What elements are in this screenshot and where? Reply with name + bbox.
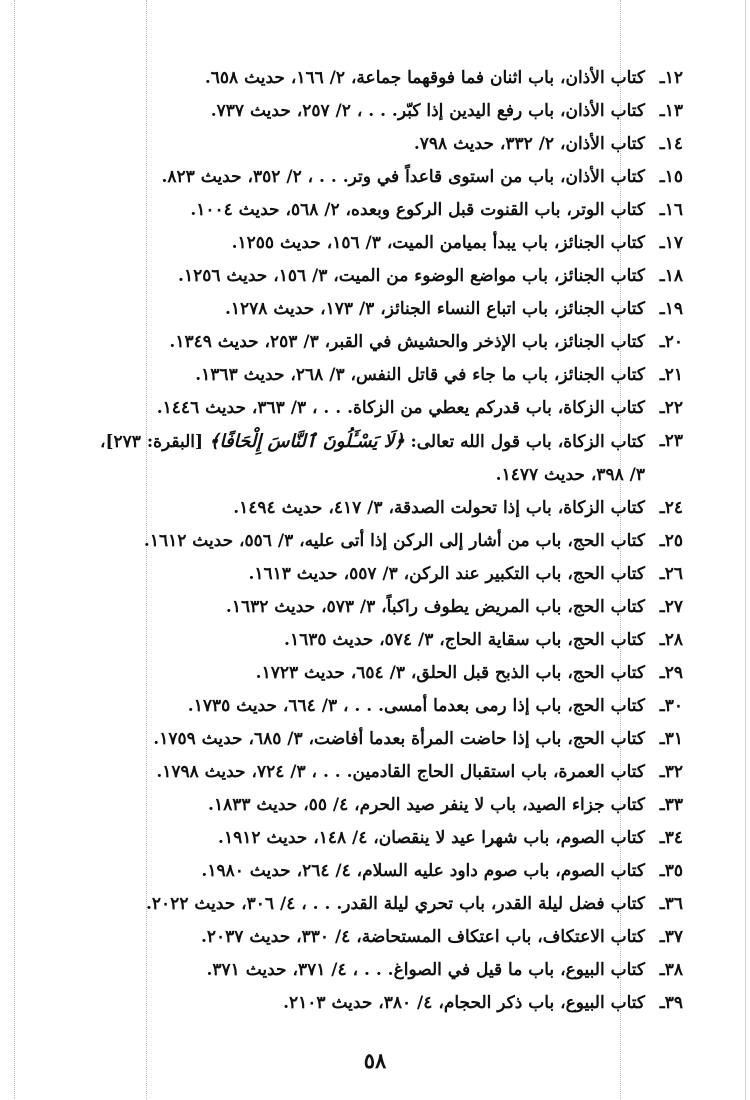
entry-text: كتاب الوتر، باب القنوت قبل الركوع وبعده، ٢/ ٥٦٨، حديث ١٠٠٤. bbox=[190, 200, 645, 220]
entry-number: ٢٥ـ bbox=[659, 531, 683, 551]
entry-text: كتاب الأذان، ٢/ ٣٣٢، حديث ٧٩٨. bbox=[413, 134, 645, 154]
entry-number: ٣٠ـ bbox=[659, 696, 683, 716]
reference-entry bbox=[30, 425, 683, 492]
entry-number: ٣٧ـ bbox=[659, 927, 683, 947]
entry-number: ١٤ـ bbox=[659, 134, 683, 154]
entry-text: كتاب جزاء الصيد، باب لا ينفر صيد الحرم، ٤/ ٥٥، حديث ١٨٣٣. bbox=[208, 795, 645, 815]
reference-entry bbox=[30, 921, 683, 954]
entry-text: كتاب البيوع، باب ما قيل في الصواغ. . . ، ٤/ ٣٧١، حديث ٣٧١. bbox=[206, 960, 645, 980]
entry-text: كتاب العمرة، باب استقبال الحاج القادمين. . . ، ٣/ ٧٢٤، حديث ١٧٩٨. bbox=[156, 762, 645, 782]
reference-entry bbox=[30, 822, 683, 855]
entry-text: كتاب الجنائز، باب مواضع الوضوء من الميت، ٣/ ١٥٦، حديث ١٢٥٦. bbox=[178, 266, 645, 286]
reference-list bbox=[30, 62, 683, 1020]
entry-text: كتاب الجنائز، باب الإذخر والحشيش في القبر، ٣/ ٢٥٣، حديث ١٣٤٩. bbox=[169, 332, 645, 352]
entry-number: ١٣ـ bbox=[659, 101, 683, 121]
reference-entry bbox=[30, 128, 683, 161]
entry-number: ٣٨ـ bbox=[659, 960, 683, 980]
reference-entry bbox=[30, 954, 683, 987]
reference-entry bbox=[30, 789, 683, 822]
entry-number: ٣٤ـ bbox=[659, 828, 683, 848]
reference-entry bbox=[30, 161, 683, 194]
entry-number: ٣٢ـ bbox=[659, 762, 683, 782]
entry-number: ٢٩ـ bbox=[659, 663, 683, 683]
entry-number: ١٦ـ bbox=[659, 200, 683, 220]
entry-number: ١٧ـ bbox=[659, 233, 683, 253]
entry-text: كتاب الأذان، باب من استوى قاعداً في وتر. . . ، ٢/ ٣٥٢، حديث ٨٢٣. bbox=[161, 167, 645, 187]
entry-first-line bbox=[100, 432, 645, 452]
entry-number: ٢٠ـ bbox=[659, 332, 683, 352]
entry-text: كتاب الصوم، باب شهرا عيد لا ينقصان، ٤/ ١٤٨، حديث ١٩١٢. bbox=[218, 828, 645, 848]
reference-entry bbox=[30, 260, 683, 293]
entry-text: كتاب فضل ليلة القدر، باب تحري ليلة القدر. . . ، ٤/ ٣٠٦، حديث ٢٠٢٢. bbox=[146, 894, 645, 914]
entry-text: كتاب الجنائز، باب اتباع النساء الجنائز، ٣/ ١٧٣، حديث ١٢٧٨. bbox=[224, 299, 645, 319]
entry-number: ٣٦ـ bbox=[659, 894, 683, 914]
entry-text: كتاب الأذان، باب رفع اليدين إذا كبّر. . . ، ٢/ ٢٥٧، حديث ٧٣٧. bbox=[210, 101, 645, 121]
reference-entry bbox=[30, 888, 683, 921]
reference-entry bbox=[30, 657, 683, 690]
entry-number: ٢٢ـ bbox=[659, 398, 683, 418]
entry-text: كتاب الاعتكاف، باب اعتكاف المستحاضة، ٤/ ٣٣٠، حديث ٢٠٣٧. bbox=[200, 927, 645, 947]
reference-entry bbox=[30, 194, 683, 227]
entry-number: ٢٦ـ bbox=[659, 564, 683, 584]
reference-entry bbox=[30, 624, 683, 657]
reference-entry bbox=[30, 987, 683, 1020]
entry-text: كتاب الأذان، باب اثنان فما فوقهما جماعة، ٢/ ١٦٦، حديث ٦٥٨. bbox=[204, 68, 645, 88]
reference-entry bbox=[30, 591, 683, 624]
reference-entry bbox=[30, 293, 683, 326]
entry-number: ٣٩ـ bbox=[659, 993, 683, 1013]
entry-text: كتاب الجنائز، باب ما جاء في قاتل النفس، ٣/ ٢٦٨، حديث ١٣٦٣. bbox=[195, 365, 645, 385]
entry-number: ٢١ـ bbox=[659, 365, 683, 385]
entry-number: ٣٣ـ bbox=[659, 795, 683, 815]
reference-entry bbox=[30, 359, 683, 392]
reference-entry bbox=[30, 756, 683, 789]
reference-entry bbox=[30, 95, 683, 128]
reference-entry bbox=[30, 558, 683, 591]
entry-text: كتاب الحج، باب إذا رمى بعدما أمسى. . . ، ٣/ ٦٦٤، حديث ١٧٣٥. bbox=[187, 696, 645, 716]
reference-entry bbox=[30, 392, 683, 425]
page-edge bbox=[745, 0, 746, 1100]
entry-number: ١٨ـ bbox=[659, 266, 683, 286]
entry-text: كتاب الحج، باب إذا حاضت المرأة بعدما أفاضت، ٣/ ٦٨٥، حديث ١٧٥٩. bbox=[153, 729, 645, 749]
reference-entry bbox=[30, 723, 683, 756]
page-number: ٥٨ bbox=[363, 1048, 387, 1073]
entry-number: ٢٣ـ bbox=[659, 431, 683, 451]
entry-text: كتاب الحج، باب الذبح قبل الحلق، ٣/ ٦٥٤، حديث ١٧٢٣. bbox=[255, 663, 645, 683]
entry-text: كتاب الحج، باب من أشار إلى الركن إذا أتى عليه، ٣/ ٥٥٦، حديث ١٦١٢. bbox=[143, 531, 645, 551]
reference-entry bbox=[30, 326, 683, 359]
reference-entry bbox=[30, 227, 683, 260]
reference-entry bbox=[30, 855, 683, 888]
entry-number: ٢٨ـ bbox=[659, 630, 683, 650]
reference-entry bbox=[30, 492, 683, 525]
entry-text: كتاب الحج، باب المريض يطوف راكباً، ٣/ ٥٧٣، حديث ١٦٣٢. bbox=[225, 597, 645, 617]
entry-text: كتاب الحج، باب التكبير عند الركن، ٣/ ٥٥٧، حديث ١٦١٣. bbox=[248, 564, 645, 584]
entry-text: كتاب الجنائز، باب يبدأ بميامن الميت، ٣/ ١٥٦، حديث ١٢٥٥. bbox=[231, 233, 645, 253]
entry-number: ٣٥ـ bbox=[659, 861, 683, 881]
reference-entry bbox=[30, 690, 683, 723]
entry-number: ١٥ـ bbox=[659, 167, 683, 187]
entry-text-after: [البقرة: ٢٧٣]، bbox=[99, 432, 209, 452]
entry-text: كتاب الحج، باب سقاية الحاج، ٣/ ٥٧٤، حديث ١٦٣٥. bbox=[284, 630, 645, 650]
entry-text bbox=[30, 425, 645, 492]
entry-number: ١٩ـ bbox=[659, 299, 683, 319]
reference-entry bbox=[30, 62, 683, 95]
reference-entry bbox=[30, 525, 683, 558]
quran-verse: ﴿لَا يَسْـَٔلُونَ ٱلنَّاسَ إِلْحَافًا﴾ bbox=[208, 431, 405, 452]
entry-continuation: ٣/ ٣٩٨، حديث ١٤٧٧. bbox=[495, 465, 645, 485]
entry-text: كتاب الزكاة، باب قدركم يعطي من الزكاة. . . ، ٣/ ٣٦٣، حديث ١٤٤٦. bbox=[156, 398, 645, 418]
entry-number: ١٢ـ bbox=[659, 68, 683, 88]
entry-text: كتاب الزكاة، باب إذا تحولت الصدقة، ٣/ ٤١٧، حديث ١٤٩٤. bbox=[233, 498, 645, 518]
entry-number: ٢٤ـ bbox=[659, 498, 683, 518]
entry-text: كتاب البيوع، باب ذكر الحجام، ٤/ ٣٨٠، حديث ٢١٠٣. bbox=[283, 993, 645, 1013]
entry-number: ٢٧ـ bbox=[659, 597, 683, 617]
entry-number: ٣١ـ bbox=[659, 729, 683, 749]
entry-text: كتاب الصوم، باب صوم داود عليه السلام، ٤/ ٢٦٤، حديث ١٩٨٠. bbox=[201, 861, 645, 881]
entry-text-before: كتاب الزكاة، باب قول الله تعالى: bbox=[404, 432, 645, 452]
margin-guide-left bbox=[14, 0, 15, 1100]
